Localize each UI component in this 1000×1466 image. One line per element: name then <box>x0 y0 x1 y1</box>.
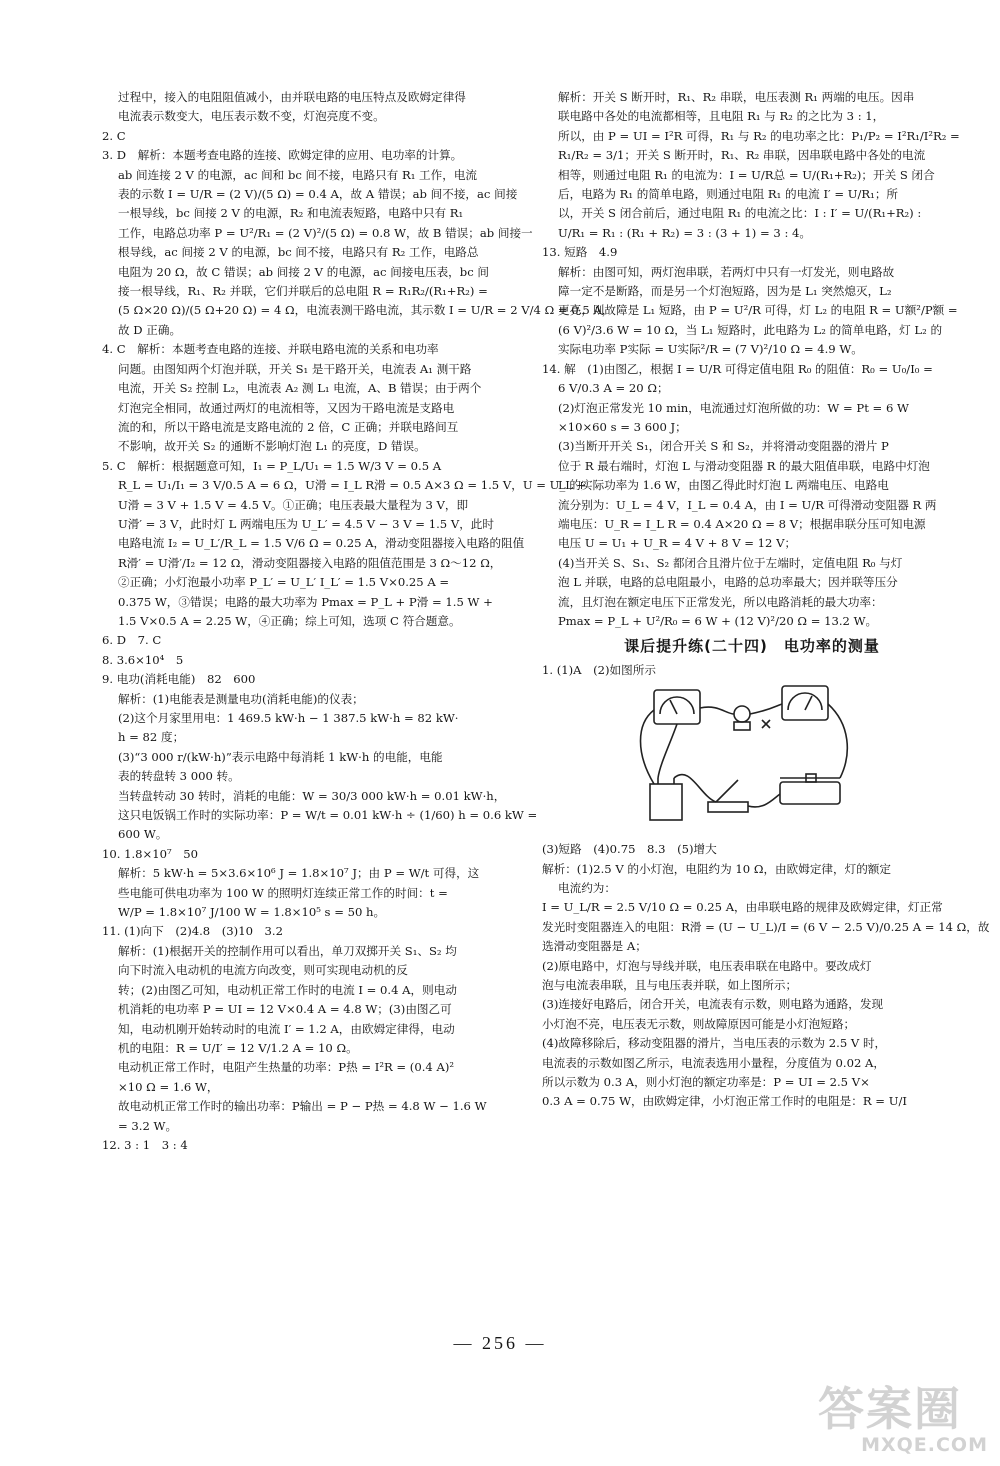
answer-line: (2)原电路中，灯泡与导线并联，电压表串联在电路中。要改成灯 <box>542 958 872 973</box>
answer-line: (2)这个月家里用电：1 469.5 kW·h − 1 387.5 kW·h = 82 kW· <box>118 711 459 725</box>
rheostat-icon <box>780 782 840 804</box>
answer-line: 障一定不是断路，而是另一个灯泡短路，因为是 L₁ 突然熄灭，L₂ <box>558 284 892 299</box>
answer-line: = 3.2 W。 <box>118 1118 178 1133</box>
answer-line: 600 W。 <box>118 827 168 842</box>
answer-line: 故 D 正确。 <box>118 322 182 337</box>
wire <box>674 775 716 803</box>
answer-line: 流的和，所以干路电流是支路电流的 2 倍，C 正确；并联电路间互 <box>118 419 459 434</box>
answer-line: 电流，开关 S₂ 控制 L₂，电流表 A₂ 测 L₁ 电流，A、B 错误；由于两个 <box>118 381 482 396</box>
answer-line: 13. 短路 4.9 <box>542 245 618 260</box>
watermark-logo <box>818 1384 988 1458</box>
answer-line: U滑 = 3 V + 1.5 V = 4.5 V。①正确；电压表最大量程为 3 V，即 <box>118 497 469 512</box>
ammeter-dial <box>788 693 822 710</box>
answer-line: 流，且灯泡在额定电压下正常发光，所以电路消耗的最大功率： <box>558 594 883 609</box>
wire <box>750 704 782 714</box>
right-column <box>542 88 990 1112</box>
wire <box>748 794 780 807</box>
answer-line: 0.375 W，③错误；电路的最大功率为 Pmax = P_L + P滑 = 1.5 W + <box>118 594 493 609</box>
answer-line: 接一根导线，R₁、R₂ 并联，它们并联后的总电阻 R = R₁R₂/(R₁+R₂) = <box>118 284 488 299</box>
answer-line: 当转盘转动 30 转时，消耗的电能：W = 30/3 000 kW·h = 0.01 kW·h， <box>118 788 506 803</box>
voltmeter-dial <box>660 697 694 714</box>
answer-line: R₁/R₂ = 3/1；开关 S 断开时，R₁、R₂ 串联，因串联电路中各处的电流 <box>558 148 926 163</box>
answer-line: 表的转盘转 3 000 转。 <box>118 769 240 784</box>
voltmeter-needle <box>670 700 677 714</box>
answer-line: 发光时变阻器连入的电阻：R滑 = (U − U_L)/I = (6 V − 2.5 V)/0.25 A = 14 Ω，故 <box>542 919 990 934</box>
bulb-icon <box>734 706 750 722</box>
answer-line: U/R₁ = R₁ : (R₁ + R₂) = 3 : (3 + 1) = 3 : 4。 <box>558 225 812 240</box>
answer-line: ×10 Ω = 1.6 W， <box>118 1079 219 1094</box>
answer-line: 电动机正常工作时，电阻产生热量的功率：P热 = I²R = (0.4 A)² <box>118 1060 454 1075</box>
bulb-base <box>734 722 750 730</box>
answer-line: 0.3 A = 0.75 W，由欧姆定律，小灯泡正常工作时的电阻是：R = U/I <box>542 1094 907 1109</box>
answer-line: 知，电动机刚开始转动时的电流 I′ = 1.2 A，由欧姆定律得，电动 <box>118 1021 455 1036</box>
switch-base-icon <box>708 802 748 812</box>
answer-line: 工作，电路总功率 P = U²/R₁ = (2 V)²/(5 Ω) = 0.8 W，故 B 错误；ab 间接一 <box>118 225 533 240</box>
answer-line: 10. 1.8×10⁷ 50 <box>102 846 199 861</box>
answer-line: 根导线，ac 间接 2 V 的电源，bc 间不接，电路只有 R₂ 工作，电路总 <box>118 245 479 260</box>
answer-line: 端电压：U_R = I_L R = 0.4 A×20 Ω = 8 V；根据串联分压可知电源 <box>558 516 926 531</box>
answer-line: (3)短路 (4)0.75 8.3 (5)增大 <box>542 842 717 857</box>
battery-icon <box>650 784 682 820</box>
answer-line: ab 间连接 2 V 的电源，ac 间和 bc 间不接，电路只有 R₁ 工作，电流 <box>118 167 478 182</box>
answer-line: 4. C 解析：本题考查电路的连接、并联电路电流的关系和电功率 <box>102 342 439 357</box>
answer-line: 流分别为：U_L = 4 V，I_L = 0.4 A，由 I = U/R 可得滑动变阻器 R 两 <box>558 497 937 512</box>
answer-line: 位于 R 最右端时，灯泡 L 与滑动变阻器 R 的最大阻值串联，电路中灯泡 <box>558 458 930 473</box>
answer-line: 电路电流 I₂ = U_L′/R_L = 1.5 V/6 Ω = 0.25 A，滑动变阻器接入电路的阻值 <box>118 536 525 551</box>
wire <box>641 710 655 784</box>
answer-line: (3)当断开开关 S₁，闭合开关 S 和 S₂，并将滑动变阻器的滑片 P <box>558 439 889 454</box>
answer-line: 泡与电流表串联，且与电压表并联，如上图所示； <box>542 978 798 993</box>
answer-line: 1. (1)A (2)如图所示 <box>542 662 656 677</box>
answer-line: 电阻为 20 Ω，故 C 错误；ab 间接 2 V 的电源，ac 间接电压表，bc 间 <box>118 264 489 279</box>
answer-line: 解析：(1)电能表是测量电功(消耗电能)的仪表； <box>118 691 364 706</box>
answer-line: 以，开关 S 闭合前后，通过电阻 R₁ 的电流之比：I : I′ = U/(R₁+R₂) : <box>558 206 922 221</box>
answer-line: 机的电阻：R = U/I′ = 12 V/1.2 A = 10 Ω。 <box>118 1040 358 1055</box>
answer-line: 些电能可供电功率为 100 W 的照明灯连续正常工作的时间：t = <box>118 885 448 900</box>
answer-line: 14. 解 (1)由图乙，根据 I = U/R 可得定值电阻 R₀ 的阻值：R₀ = U₀/I₀ = <box>542 361 933 376</box>
switch-lever <box>716 780 738 802</box>
watermark-brand: 答案圈 <box>818 1382 962 1436</box>
answer-line: 不影响，故开关 S₂ 的通断不影响灯泡 L₁ 的亮度，D 错误。 <box>118 439 426 454</box>
answer-line: 解析：开关 S 断开时，R₁、R₂ 串联，电压表测 R₁ 两端的电压。因串 <box>558 90 915 104</box>
answer-line: Pmax = P_L + U²/R₀ = 6 W + (12 V)²/20 Ω = 13.2 W。 <box>558 613 878 628</box>
answer-line: 表的示数 I = U/R = (2 V)/(5 Ω) = 0.4 A，故 A 错误；ab 间不接，ac 间接 <box>118 187 518 202</box>
answer-line: 一根导线，bc 间接 2 V 的电源，R₂ 和电流表短路，电路中只有 R₁ <box>118 206 464 221</box>
answer-line: 实际电功率 P实际 = U实际²/R = (7 V)²/10 Ω = 4.9 W。 <box>558 342 863 357</box>
wire <box>828 704 847 778</box>
answer-line: W/P = 1.8×10⁷ J/100 W = 1.8×10⁵ s = 50 h。 <box>118 905 386 920</box>
answer-line: 故电动机正常工作时的输出功率：P输出 = P − P热 = 4.8 W − 1.6 W <box>118 1099 487 1114</box>
answer-line: 这只电饭锅工作时的实际功率：P = W/t = 0.01 kW·h ÷ (1/60) h = 0.6 kW = <box>118 808 538 823</box>
answer-line: 解析：(1)2.5 V 的小灯泡，电阻约为 10 Ω，由欧姆定律，灯的额定 <box>542 861 891 876</box>
answer-line: (4)当开关 S、S₁、S₂ 都闭合且滑片位于左端时，定值电阻 R₀ 与灯 <box>558 555 903 570</box>
answer-line: (4)故障移除后，移动变阻器的滑片，当电压表的示数为 2.5 V 时， <box>542 1036 887 1051</box>
answer-line: 更亮，则故障是 L₁ 短路，由 P = U²/R 可得，灯 L₂ 的电阻 R = U额²/P额 = <box>558 303 958 318</box>
answer-line: 12. 3 : 1 3 : 4 <box>102 1137 188 1152</box>
answer-line: 11. (1)向下 (2)4.8 (3)10 3.2 <box>102 924 283 939</box>
answer-line: 后，电路为 R₁ 的简单电路，则通过电阻 R₁ 的电流 I′ = U/R₁；所 <box>558 187 899 202</box>
answer-line: 电压 U = U₁ + U_R = 4 V + 8 V = 12 V； <box>558 536 797 551</box>
answer-line: 相等，则通过电阻 R₁ 的电流为：I = U/R总 = U/(R₁+R₂)；开关 S 闭合 <box>558 167 935 182</box>
answer-line: 解析：5 kW·h = 5×3.6×10⁶ J = 1.8×10⁷ J；由 P = W/t 可得，这 <box>118 866 480 881</box>
answer-line: 电流表的示数如图乙所示，电流表选用小量程，分度值为 0.02 A， <box>542 1055 885 1070</box>
answer-line: 所以示数为 0.3 A，则小灯泡的额定功率是：P = UI = 2.5 V× <box>542 1075 870 1090</box>
answer-line: 转；(2)由图乙可知，电动机正常工作时的电流 I = 0.4 A，则电动 <box>118 982 457 997</box>
answer-line: 选滑动变阻器是 A； <box>542 939 647 954</box>
answer-line: h = 82 度； <box>118 730 185 745</box>
answer-line: (5 Ω×20 Ω)/(5 Ω+20 Ω) = 4 Ω，电流表测干路电流，其示数 I = U/R = 2 V/4 Ω = 0.5 A， <box>118 303 614 318</box>
answer-line: (3)连接好电路后，闭合开关，电流表有示数，则电路为通路，发现 <box>542 997 884 1012</box>
answer-line: 过程中，接入的电阻阻值减小，由并联电路的电压特点及欧姆定律得 <box>118 90 466 104</box>
circuit-diagram <box>630 684 860 834</box>
answer-line: 9. 电功(消耗电能) 82 600 <box>102 672 256 687</box>
answer-line: R_L = U₁/I₁ = 3 V/0.5 A = 6 Ω，U滑 = I_L R滑 = 0.5 A×3 Ω = 1.5 V，U = U_L + <box>118 478 587 493</box>
answer-line: 3. D 解析：本题考查电路的连接、欧姆定律的应用、电功率的计算。 <box>102 148 463 163</box>
answer-line: (6 V)²/3.6 W = 10 Ω，当 L₁ 短路时，此电路为 L₂ 的简单电路，灯 L₂ 的 <box>558 322 943 337</box>
answer-line: ×10×60 s = 3 600 J； <box>558 419 687 434</box>
section-title: 课后提升练(二十四) 电功率的测量 <box>624 637 880 656</box>
answer-line: U滑′ = 3 V，此时灯 L 两端电压为 U_L′ = 4.5 V − 3 V = 1.5 V，此时 <box>118 516 494 531</box>
answer-line: 1.5 V×0.5 A = 2.25 W，④正确；综上可知，选项 C 符合题意。 <box>118 613 461 628</box>
answer-line: 电流表示数变大，电压表示数不变，灯泡亮度不变。 <box>118 109 385 124</box>
answer-line: 所以，由 P = UI = I²R 可得，R₁ 与 R₂ 的电功率之比：P₁/P₂ = I²R₁/I²R₂ = <box>558 128 960 143</box>
wire <box>658 724 677 778</box>
answer-line: 向下时流入电动机的电流方向改变，则可实现电动机的反 <box>118 963 408 978</box>
answer-line: 机消耗的电功率 P = UI = 12 V×0.4 A = 4.8 W；(3)由图乙可 <box>118 1002 452 1017</box>
page-number: — 256 — <box>453 1333 547 1353</box>
answer-line: (2)灯泡正常发光 10 min，电流通过灯泡所做的功：W = Pt = 6 W <box>558 400 909 415</box>
answer-line: 小灯泡不亮，电压表无示数，则故障原因可能是小灯泡短路； <box>542 1016 856 1031</box>
answer-line: 5. C 解析：根据题意可知，I₁ = P_L/U₁ = 1.5 W/3 V = 0.5 A <box>102 458 442 473</box>
answer-line: R滑′ = U滑′/I₂ = 12 Ω，滑动变阻器接入电路的阻值范围是 3 Ω～12 Ω， <box>118 555 502 570</box>
answer-line: 8. 3.6×10⁴ 5 <box>102 652 184 667</box>
answer-line: 6. D 7. C <box>102 633 162 648</box>
answer-line: 灯泡完全相同，故通过两灯的电流相等，又因为干路电流是支路电 <box>118 400 455 415</box>
answer-line: ②正确；小灯泡最小功率 P_L′ = U_L′ I_L′ = 1.5 V×0.25 A = <box>118 575 450 590</box>
watermark-url: MXQE.COM <box>861 1434 988 1456</box>
answer-line: 联电路中各处的电流都相等，且电阻 R₁ 与 R₂ 的之比为 3 : 1， <box>558 109 885 124</box>
ammeter-needle <box>805 696 812 710</box>
answer-line: 问题。由图知两个灯泡并联，开关 S₁ 是干路开关，电流表 A₁ 测干路 <box>118 361 472 376</box>
answer-line: 解析：由图可知，两灯泡串联，若两灯中只有一灯发光，则电路故 <box>558 264 895 279</box>
answer-line: (3)“3 000 r/(kW·h)”表示电路中每消耗 1 kW·h 的电能，电能 <box>118 749 443 764</box>
answer-line: 泡 L 并联，电路的总电阻最小，电路的总功率最大；因并联等压分 <box>558 575 898 590</box>
answer-line: 电流约为： <box>558 881 616 895</box>
answer-line: 6 V/0.3 A = 20 Ω； <box>558 381 669 396</box>
answer-line: 解析：(1)根据开关的控制作用可以看出，单刀双掷开关 S₁、S₂ 均 <box>118 943 457 958</box>
answer-line: L 的实际功率为 1.6 W，由图乙得此时灯泡 L 两端电压、电路电 <box>558 478 889 493</box>
wire <box>700 707 734 714</box>
answer-line: I = U_L/R = 2.5 V/10 Ω = 0.25 A，由串联电路的规律及欧姆定律，灯正常 <box>542 900 943 915</box>
answer-line: 2. C <box>102 128 126 143</box>
